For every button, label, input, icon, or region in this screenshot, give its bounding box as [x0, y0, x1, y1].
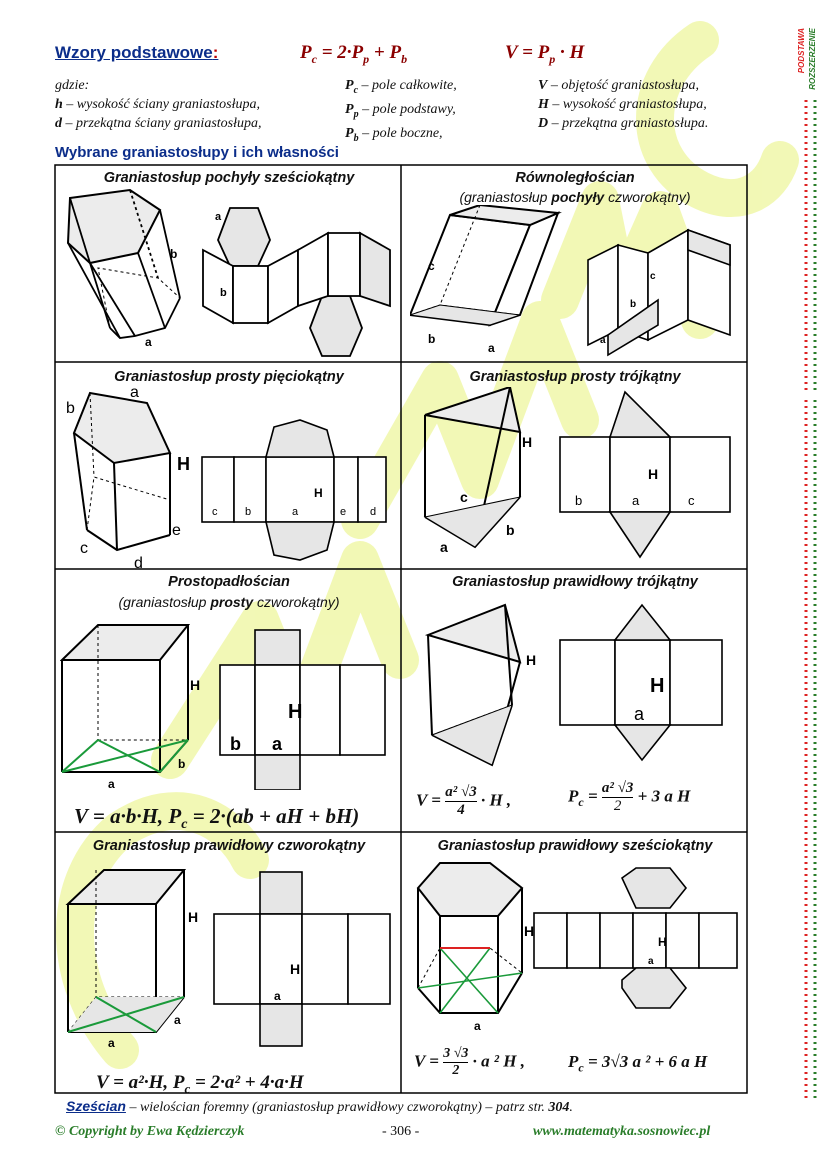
tri-area-formula: $P_c$ = $\frac{\text{a² √3}}{2}$ + 3 a H	[568, 780, 691, 814]
label-b: b	[66, 400, 75, 417]
hex-volume-formula: V = $\frac{3 √3}{2}$ · a ² H ,	[414, 1046, 525, 1078]
label-c: c	[460, 489, 468, 505]
cell-title-hex-oblique: Graniastosłup pochyły sześciokątny	[103, 170, 355, 186]
label-e: e	[172, 522, 181, 539]
legend-left	[55, 76, 262, 133]
svg-text:H: H	[526, 652, 537, 668]
badge-basic: PODSTAWA	[797, 28, 806, 74]
site-url[interactable]: www.matematyka.sosnowiec.pl	[533, 1124, 711, 1139]
legend-v: V – objętość graniastosłupa,	[538, 78, 700, 93]
label-H: H	[177, 454, 190, 474]
legend-d: d – przekątna ściany graniastosłupa,	[55, 116, 262, 131]
badge-extended: ROZSZERZENIE	[808, 28, 817, 90]
svg-text:a: a	[272, 734, 283, 754]
svg-text:a: a	[600, 335, 606, 346]
label-b: b	[428, 332, 436, 346]
label-a: a	[440, 539, 448, 555]
cell-title-cuboid: Prostopadłościan	[168, 574, 290, 590]
label-a: a	[145, 335, 152, 349]
svg-text:a: a	[108, 777, 115, 790]
legend-right	[538, 76, 708, 133]
svg-text:a: a	[174, 1013, 181, 1027]
svg-text:a: a	[108, 1036, 115, 1047]
cuboid-formula: V = a·b·H, $P_c = 2\cdot(ab$ + aH + bH)	[74, 804, 360, 833]
cell-title-triangular-right: Graniastosłup prosty trójkątny	[469, 369, 681, 385]
square-regular-figure	[64, 862, 394, 1047]
legend-pp: $P_p$ – pole podstawy,	[345, 101, 456, 120]
label-b: b	[170, 247, 178, 261]
legend-pb: $P_b$ – pole boczne,	[345, 125, 443, 144]
label-a: a	[488, 341, 495, 355]
svg-text:a: a	[632, 493, 640, 508]
net-a: a	[292, 506, 299, 518]
page-number: - 306 -	[382, 1124, 420, 1139]
legend-gdzie: gdzie:	[55, 78, 90, 93]
parallelepiped-figure	[410, 205, 745, 365]
hex-area-formula: $P_c = 3√3$ a ² + 6 a H	[568, 1052, 708, 1075]
svg-text:H: H	[658, 935, 667, 949]
label-a: a	[130, 385, 139, 401]
svg-text:a: a	[274, 989, 281, 1003]
legend-h: h – wysokość ściany graniastosłupa,	[55, 97, 260, 112]
net-e: e	[340, 506, 347, 518]
hex-regular-figure	[410, 858, 745, 1033]
svg-text:H: H	[190, 677, 201, 693]
svg-text:H: H	[524, 923, 535, 939]
pentagonal-figure	[62, 385, 402, 570]
cuboid-figure	[60, 620, 400, 790]
svg-text:b: b	[630, 299, 637, 310]
svg-text:a: a	[474, 1019, 481, 1033]
svg-text:b: b	[575, 493, 583, 508]
cell-title-triangular-regular: Graniastosłup prawidłowy trójkątny	[452, 574, 698, 590]
svg-text:a: a	[634, 704, 645, 724]
label-d: d	[134, 555, 143, 570]
triangular-regular-figure	[420, 600, 745, 775]
label-c: c	[428, 259, 435, 273]
cell-title-pentagonal: Graniastosłup prosty pięciokątny	[114, 369, 344, 385]
svg-text:a: a	[648, 956, 654, 967]
net-label-b: b	[220, 287, 227, 299]
svg-text:c: c	[650, 271, 656, 282]
svg-text:c: c	[688, 493, 695, 508]
hex-oblique-figure	[60, 188, 400, 363]
svg-text:H: H	[314, 486, 323, 500]
legend-hh: H – wysokość graniastosłupa,	[538, 97, 707, 112]
svg-text:H: H	[290, 961, 301, 977]
label-H: H	[522, 434, 533, 450]
label-b: b	[506, 522, 515, 538]
legend-pc: $P_c$ – pole całkowite,	[345, 78, 457, 96]
side-dotted-border	[801, 100, 821, 1100]
svg-text:b: b	[230, 734, 241, 754]
net-c: c	[212, 506, 218, 518]
net-d: d	[370, 506, 377, 518]
cell-sub-parallelepiped: (graniastosłup pochyły czworokątny)	[459, 189, 691, 205]
label-c: c	[80, 540, 88, 557]
svg-text:H: H	[288, 701, 303, 723]
svg-text:H: H	[188, 909, 199, 925]
square-formula: V = a²·H, $P_c = 2\cdot a^2 + 4\cdot a\cdot H$	[96, 1072, 304, 1096]
svg-text:b: b	[178, 757, 186, 771]
svg-text:H: H	[650, 675, 665, 697]
cell-title-square-regular: Graniastosłup prawidłowy czworokątny	[92, 838, 366, 854]
triangular-right-figure	[420, 387, 745, 562]
cell-title-hex-regular: Graniastosłup prawidłowy sześciokątny	[437, 838, 713, 854]
copyright: © Copyright by Ewa Kędzierczyk	[55, 1124, 245, 1139]
volume-formula: $V = P_p \cdot H$	[505, 42, 585, 66]
net-label-a: a	[215, 211, 222, 223]
legend-dd: D – przekątna graniastosłupa.	[538, 116, 709, 131]
total-area-formula: $P_c = 2\cdot P_p + P_b$	[300, 42, 408, 66]
net-b: b	[245, 506, 252, 518]
svg-text:H: H	[648, 466, 659, 482]
section-subtitle: Wybrane graniastosłupy i ich własności	[55, 144, 339, 161]
cell-sub-cuboid: (graniastosłup prosty czworokątny)	[118, 594, 340, 610]
page-title: Wzory podstawowe:	[55, 43, 219, 62]
legend-middle	[345, 76, 457, 147]
tri-volume-formula: V = $\frac{\text{a² √3}}{4}$ · H ,	[416, 784, 512, 818]
cube-note: Sześcian – wielościan foremny (graniastosłup prawidłowy czworokątny) – patrz str. 304.	[66, 1098, 573, 1115]
cell-title-parallelepiped: Równoległościan	[515, 170, 635, 186]
